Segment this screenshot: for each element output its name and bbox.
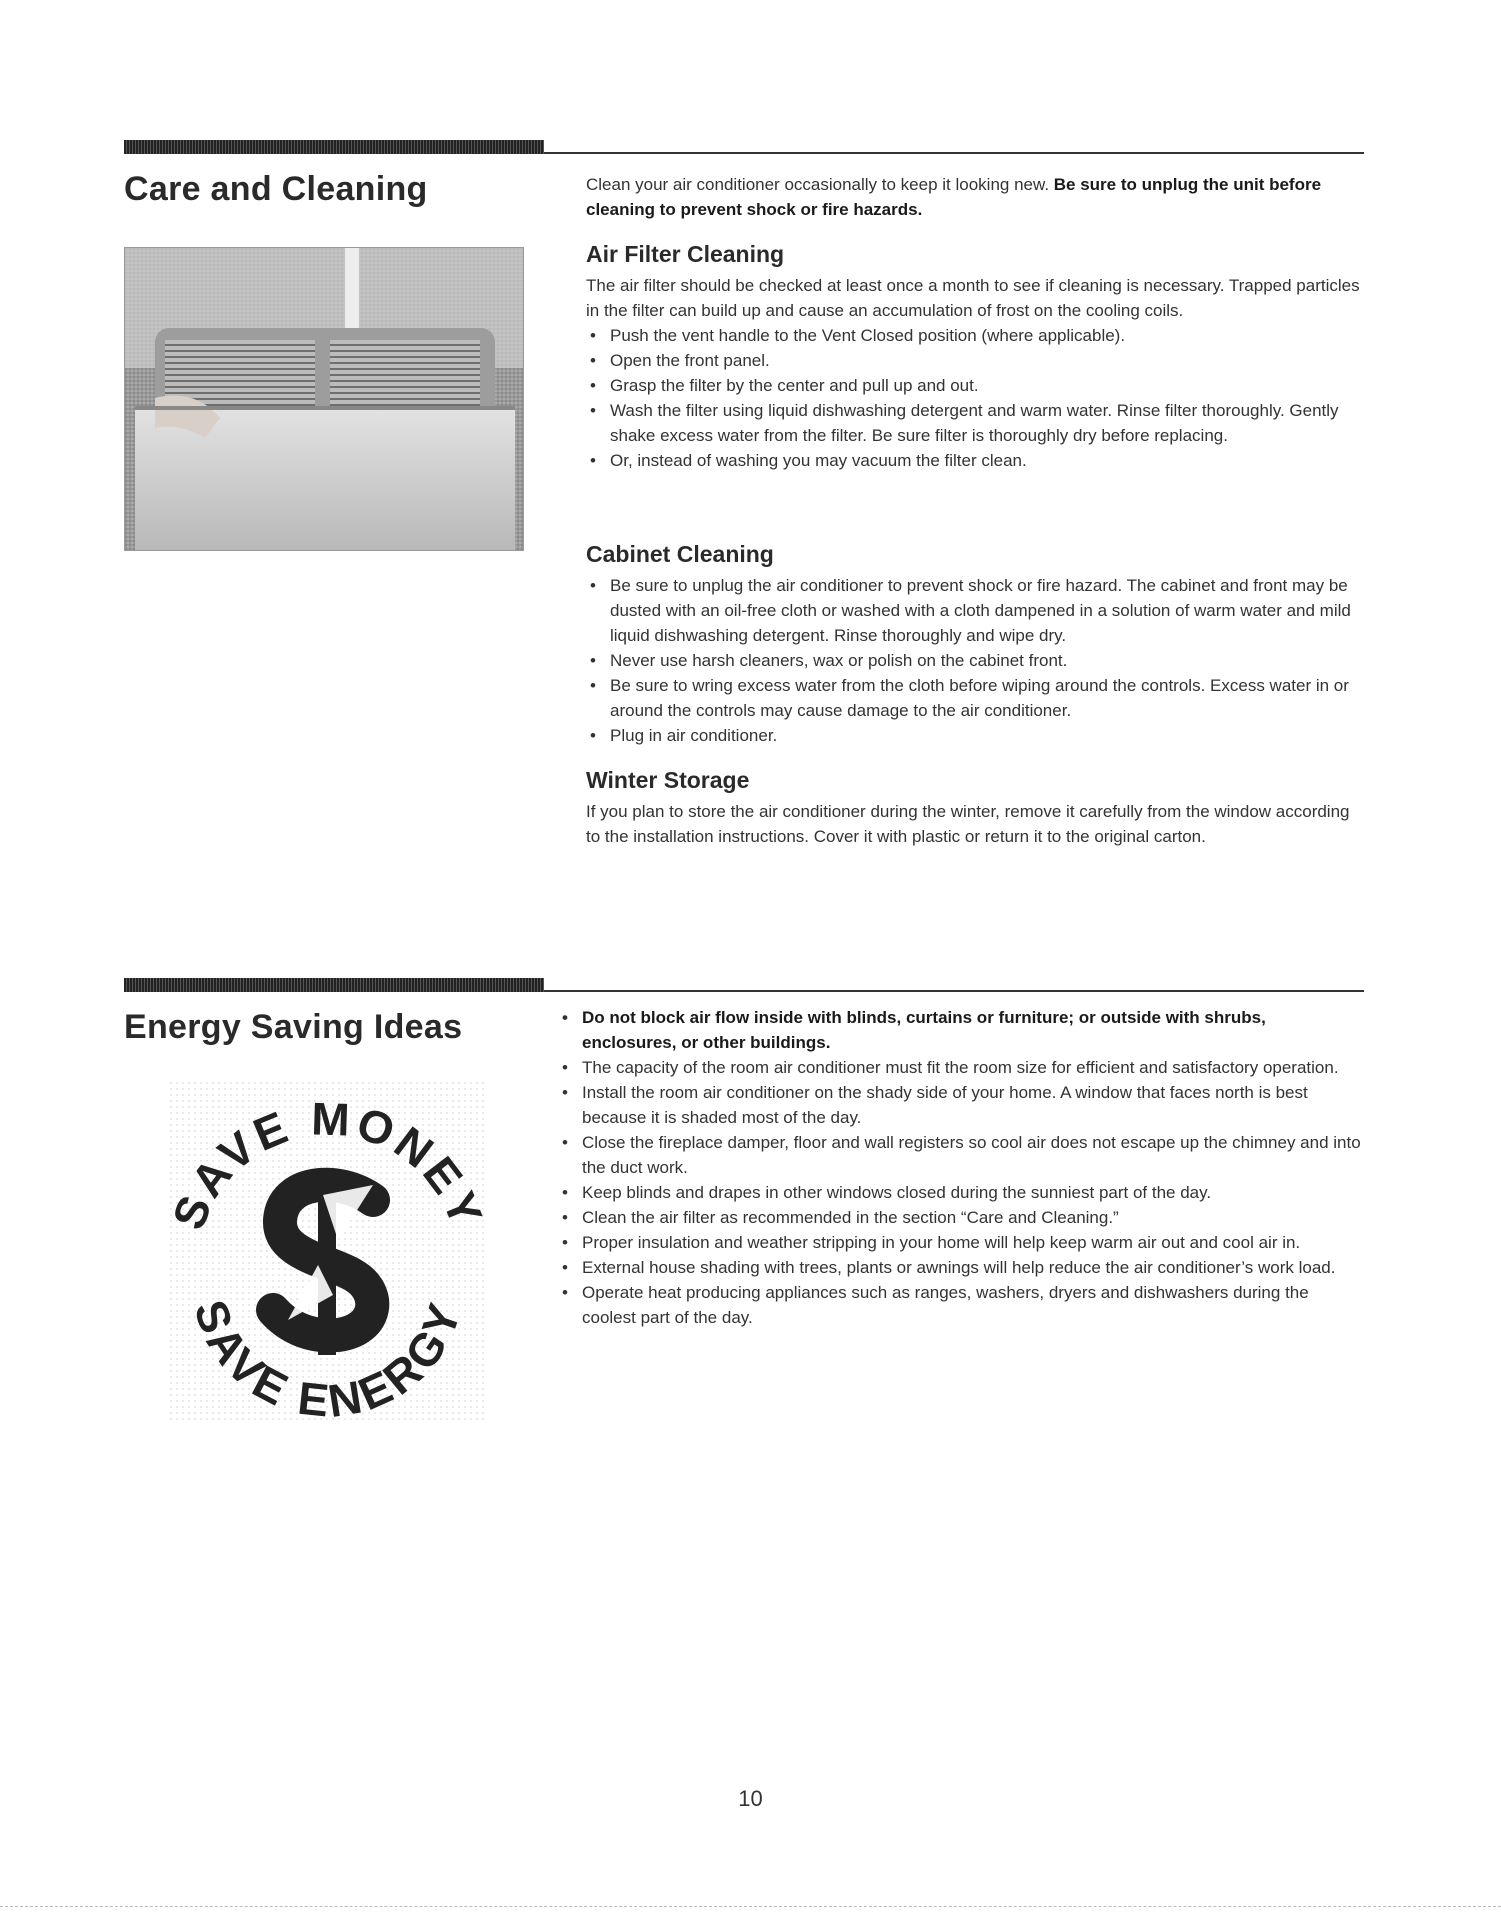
page-bottom-edge (0, 1906, 1501, 1908)
air-conditioner-photo (124, 247, 524, 551)
list-item: • Push the vent handle to the Vent Closed position (where applicable). (586, 323, 1362, 348)
list-item: • Keep blinds and drapes in other windows closed during the sunniest part of the day. (558, 1180, 1362, 1205)
section-divider-care (124, 140, 1364, 154)
list-item: • External house shading with trees, plants or awnings will help reduce the air conditioner’s work load. (558, 1255, 1362, 1280)
list-item: • Open the front panel. (586, 348, 1362, 373)
list-item: • Or, instead of washing you may vacuum the filter clean. (586, 448, 1362, 473)
care-intro-warning: Be sure to unplug the unit before cleaning to prevent shock or fire hazards. (586, 175, 1322, 219)
care-intro-text: Clean your air conditioner occasionally to keep it looking new. (586, 175, 1054, 194)
list-item: • Install the room air conditioner on the shady side of your home. A window that faces north is best because it is shaded most of the day. (558, 1080, 1362, 1130)
page-number: 10 (738, 1786, 763, 1811)
cabinet-cleaning-heading: Cabinet Cleaning (586, 541, 774, 567)
list-item: • Operate heat producing appliances such as ranges, washers, dryers and dishwashers during the coolest part of the day. (558, 1280, 1362, 1330)
care-section-title: Care and Cleaning (124, 170, 428, 208)
energy-tips-list (558, 1005, 1362, 1330)
save-money-save-energy-badge (168, 1080, 488, 1420)
divider-thick-bar (124, 978, 544, 992)
divider-thick-bar (124, 140, 544, 154)
air-filter-list (586, 323, 1362, 473)
list-item: • Proper insulation and weather stripping in your home will help keep warm air out and cool air in. (558, 1230, 1362, 1255)
list-item: • Be sure to unplug the air conditioner to prevent shock or fire hazard. The cabinet and front may be dusted with an oil-free cloth or washed with a cloth dampened in a solution of warm water and mild liquid dishwashing detergent. Rinse thoroughly and wipe dry. (586, 573, 1362, 648)
list-item: • Clean the air filter as recommended in the section “Care and Cleaning.” (558, 1205, 1362, 1230)
list-item: • Close the fireplace damper, floor and wall registers so cool air does not escape up the chimney and into the duct work. (558, 1130, 1362, 1180)
list-item: • Do not block air flow inside with blinds, curtains or furniture; or outside with shrubs, enclosures, or other buildings. (558, 1005, 1362, 1055)
energy-tips (558, 1005, 1362, 1330)
list-item: • Grasp the filter by the center and pull up and out. (586, 373, 1362, 398)
list-item: • Plug in air conditioner. (586, 723, 1362, 748)
winter-storage-paragraph: If you plan to store the air conditioner during the winter, remove it carefully from the window according to the installation instructions. Cover it with plastic or return it to the original carton. (586, 802, 1350, 846)
list-item: • Wash the filter using liquid dishwashing detergent and warm water. Rinse filter thoroughly. Gently shake excess water from the filter. Be sure filter is thoroughly dry before replacing. (586, 398, 1362, 448)
air-filter-paragraph: The air filter should be checked at least once a month to see if cleaning is necessary. Trapped particles in the filter can build up and cause an accumulation of frost on the cooling coils. (586, 276, 1360, 320)
cabinet-cleaning-section (586, 542, 1362, 748)
section-divider-energy (124, 978, 1364, 992)
energy-section-title: Energy Saving Ideas (124, 1008, 463, 1046)
list-item: • The capacity of the room air conditioner must fit the room size for efficient and satisfactory operation. (558, 1055, 1362, 1080)
air-filter-heading: Air Filter Cleaning (586, 241, 785, 267)
list-item: • Never use harsh cleaners, wax or polish on the cabinet front. (586, 648, 1362, 673)
cabinet-cleaning-list (586, 573, 1362, 748)
air-filter-section (586, 242, 1362, 473)
winter-storage-section (586, 768, 1362, 849)
winter-storage-heading: Winter Storage (586, 767, 750, 793)
divider-thin-line (544, 152, 1364, 154)
badge-bottom-text: SAVE ENERGY (184, 1293, 472, 1420)
list-item: • Be sure to wring excess water from the cloth before wiping around the controls. Excess water in or around the controls may cause damage to the air conditioner. (586, 673, 1362, 723)
badge-top-text: SAVE MONEY (168, 1092, 488, 1237)
divider-thin-line (544, 990, 1364, 992)
care-intro-paragraph (586, 172, 1362, 222)
care-intro (586, 172, 1362, 222)
